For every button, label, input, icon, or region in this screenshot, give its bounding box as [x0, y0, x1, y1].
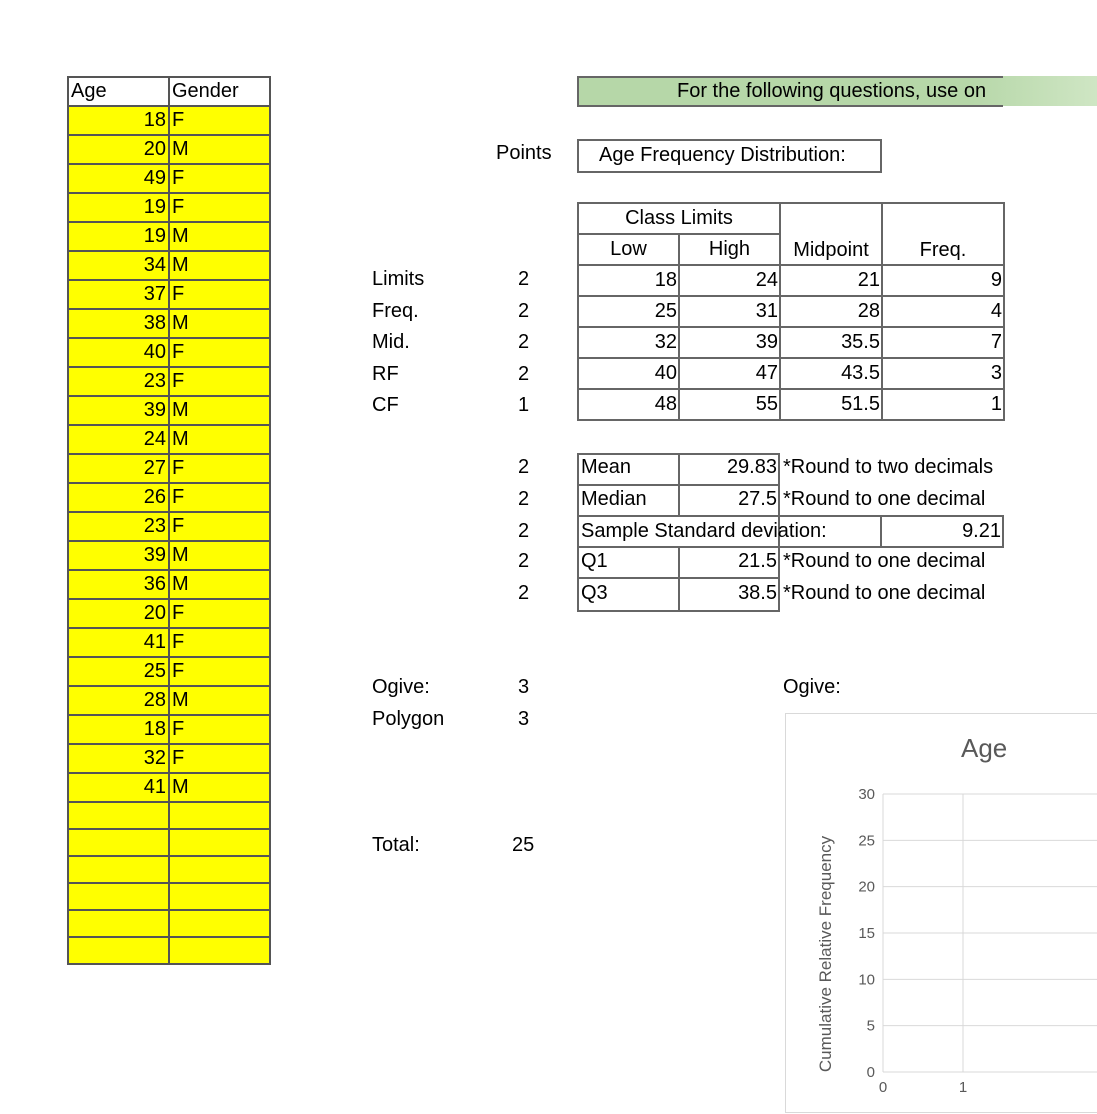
table-row [68, 910, 270, 937]
gender-cell[interactable]: M [169, 425, 270, 454]
q3-note: *Round to one decimal [783, 582, 986, 604]
age-cell[interactable]: 38 [68, 309, 169, 338]
y-tick-label: 15 [858, 925, 875, 942]
rubric-points: 1 [518, 394, 530, 416]
age-header[interactable]: Age [68, 77, 169, 106]
table-row [68, 773, 270, 802]
table-row [68, 715, 270, 744]
freq-cell-high[interactable]: 24 [679, 265, 780, 296]
age-cell[interactable]: 19 [68, 193, 169, 222]
freq-title: Age Frequency Distribution: [599, 144, 846, 166]
midpoint-header[interactable]: Midpoint [780, 203, 882, 265]
freq-title-box[interactable] [577, 139, 882, 173]
banner-text: For the following questions, use on [677, 80, 987, 102]
ogive-rubric-label: Ogive: [372, 676, 430, 698]
q1-note: *Round to one decimal [783, 550, 986, 572]
q3-label[interactable]: Q3 [581, 582, 608, 604]
table-row [68, 541, 270, 570]
freq-cell-high[interactable]: 39 [679, 327, 780, 358]
high-header[interactable]: High [679, 234, 780, 265]
gender-cell[interactable]: F [169, 628, 270, 657]
rubric-label: CF [372, 394, 399, 416]
gender-cell[interactable]: M [169, 570, 270, 599]
gender-cell[interactable]: M [169, 541, 270, 570]
gender-cell[interactable]: F [169, 599, 270, 628]
median-points: 2 [518, 488, 530, 510]
gender-cell[interactable] [169, 883, 270, 910]
table-row [68, 512, 270, 541]
gender-cell[interactable] [169, 829, 270, 856]
q1-points: 2 [518, 550, 530, 572]
y-tick-label: 5 [866, 1017, 875, 1035]
freq-cell-freq[interactable]: 1 [882, 389, 1004, 420]
age-cell[interactable] [68, 802, 169, 829]
mean-points: 2 [518, 456, 530, 478]
freq-cell-low[interactable]: 40 [578, 358, 679, 389]
median-label[interactable]: Median [581, 488, 647, 510]
chart-title: Age [961, 733, 1008, 763]
data-table-header [68, 77, 270, 106]
gender-cell[interactable]: F [169, 657, 270, 686]
freq-row [578, 265, 1004, 296]
rubric-points: 2 [518, 299, 530, 322]
gender-cell[interactable] [169, 856, 270, 883]
gender-cell[interactable]: F [169, 454, 270, 483]
median-note: *Round to one decimal [783, 488, 986, 510]
gender-cell[interactable]: F [169, 164, 270, 193]
table-row [68, 599, 270, 628]
age-cell[interactable]: 32 [68, 744, 169, 773]
sd-points: 2 [518, 520, 530, 542]
table-row [68, 628, 270, 657]
gender-cell[interactable]: M [169, 135, 270, 164]
gender-cell[interactable]: F [169, 106, 270, 135]
freq-cell-high[interactable]: 47 [679, 358, 780, 389]
rubric-label: RF [372, 362, 399, 385]
gender-cell[interactable]: F [169, 367, 270, 396]
median-value[interactable]: 27.5 [738, 488, 777, 510]
table-row [68, 802, 270, 829]
mean-value[interactable]: 29.83 [726, 456, 777, 478]
age-cell[interactable]: 37 [68, 280, 169, 309]
mean-label[interactable]: Mean [581, 456, 632, 478]
gender-cell[interactable]: M [169, 222, 270, 251]
table-row [68, 829, 270, 856]
banner-border [577, 76, 1003, 107]
freq-cell-freq[interactable]: 4 [882, 296, 1004, 327]
rubric-points: 2 [518, 268, 530, 290]
ogive-chart[interactable] [785, 713, 1097, 1113]
age-cell[interactable]: 40 [68, 338, 169, 367]
class-limits-header[interactable]: Class Limits [578, 203, 780, 234]
gender-cell[interactable]: M [169, 773, 270, 802]
table-row [68, 280, 270, 309]
gender-cell[interactable] [169, 937, 270, 964]
q3-value[interactable]: 38.5 [738, 582, 777, 604]
polygon-rubric-points: 3 [518, 708, 530, 730]
sd-label[interactable]: Sample Standard deviation: [581, 520, 827, 542]
age-cell[interactable] [68, 829, 169, 856]
x-tick-label: 1 [958, 1079, 968, 1096]
age-cell[interactable]: 49 [68, 164, 169, 193]
gender-cell[interactable] [169, 802, 270, 829]
age-cell[interactable] [68, 937, 169, 964]
table-row [68, 251, 270, 280]
ogive-rubric-points: 3 [518, 676, 530, 698]
freq-cell-mid[interactable]: 28 [780, 296, 882, 327]
freq-row [578, 389, 1004, 420]
table-row [68, 164, 270, 193]
rubric-points: 2 [518, 331, 530, 353]
age-cell[interactable]: 24 [68, 425, 169, 454]
points-header: Points [496, 142, 552, 164]
age-cell[interactable]: 41 [68, 628, 169, 657]
table-row [68, 425, 270, 454]
age-cell[interactable] [68, 910, 169, 937]
age-cell[interactable]: 20 [68, 599, 169, 628]
q1-label[interactable]: Q1 [581, 550, 608, 572]
y-tick-label: 20 [858, 878, 875, 896]
gender-cell[interactable]: F [169, 715, 270, 744]
ogive-label: Ogive: [783, 676, 841, 698]
age-cell[interactable]: 36 [68, 570, 169, 599]
freq-row [578, 358, 1004, 389]
frequency-table [577, 202, 1005, 421]
table-row [68, 338, 270, 367]
gender-cell[interactable]: F [169, 744, 270, 773]
table-row [68, 135, 270, 164]
gender-cell[interactable]: F [169, 483, 270, 512]
table-row [68, 570, 270, 599]
y-tick-label: 30 [858, 786, 875, 803]
freq-cell-low[interactable]: 32 [578, 327, 679, 358]
age-cell[interactable]: 28 [68, 686, 169, 715]
age-cell[interactable]: 25 [68, 657, 169, 686]
table-row [68, 856, 270, 883]
table-row [68, 193, 270, 222]
mean-note: *Round to two decimals [783, 456, 994, 478]
chart-grid [858, 786, 1097, 1096]
sd-value[interactable]: 9.21 [962, 520, 1001, 542]
y-tick-label: 0 [866, 1064, 875, 1081]
freq-cell-mid[interactable]: 35.5 [780, 327, 882, 358]
total-value: 25 [512, 834, 535, 856]
gender-cell[interactable] [169, 910, 270, 937]
x-tick-label: 0 [878, 1079, 888, 1096]
table-row [68, 309, 270, 338]
age-cell[interactable]: 18 [68, 106, 169, 135]
age-cell[interactable]: 20 [68, 135, 169, 164]
table-row [68, 222, 270, 251]
freq-cell-high[interactable]: 55 [679, 389, 780, 420]
table-row [68, 454, 270, 483]
rubric-points: 2 [518, 362, 530, 385]
age-cell[interactable]: 34 [68, 251, 169, 280]
table-row [68, 483, 270, 512]
freq-cell-freq[interactable]: 3 [882, 358, 1004, 389]
age-cell[interactable] [68, 856, 169, 883]
gender-cell[interactable]: M [169, 686, 270, 715]
freq-cell-mid[interactable]: 51.5 [780, 389, 882, 420]
age-cell[interactable]: 26 [68, 483, 169, 512]
freq-row [578, 296, 1004, 327]
freq-cell-low[interactable]: 48 [578, 389, 679, 420]
age-gender-table [67, 76, 271, 965]
gender-header[interactable]: Gender [169, 77, 270, 106]
total-label: Total: [372, 834, 420, 856]
freq-cell-low[interactable]: 18 [578, 265, 679, 296]
freq-cell-mid[interactable]: 21 [780, 265, 882, 296]
age-cell[interactable]: 18 [68, 715, 169, 744]
age-cell[interactable]: 27 [68, 454, 169, 483]
q1-value[interactable]: 21.5 [738, 550, 777, 572]
freq-row [578, 327, 1004, 358]
table-row [68, 396, 270, 425]
freq-header[interactable]: Freq. [882, 203, 1004, 265]
age-cell[interactable]: 41 [68, 773, 169, 802]
y-tick-label: 10 [858, 971, 875, 989]
chart-y-axis-label: Cumulative Relative Frequency [816, 835, 835, 1073]
table-row [68, 937, 270, 964]
chart-svg [786, 714, 1097, 1114]
gender-cell[interactable]: M [169, 396, 270, 425]
age-cell[interactable]: 23 [68, 367, 169, 396]
rubric-label: Mid. [372, 331, 410, 353]
low-header[interactable]: Low [578, 234, 679, 265]
age-cell[interactable]: 39 [68, 396, 169, 425]
polygon-rubric-label: Polygon [372, 708, 445, 730]
table-row [68, 367, 270, 396]
table-row [68, 657, 270, 686]
gender-cell[interactable]: F [169, 280, 270, 309]
gender-cell[interactable]: M [169, 251, 270, 280]
gender-cell[interactable]: M [169, 309, 270, 338]
rubric-label: Freq. [372, 299, 419, 322]
freq-cell-mid[interactable]: 43.5 [780, 358, 882, 389]
gender-cell[interactable]: F [169, 512, 270, 541]
age-cell[interactable]: 23 [68, 512, 169, 541]
table-row [68, 744, 270, 773]
y-tick-label: 25 [858, 832, 875, 850]
freq-cell-freq[interactable]: 9 [882, 265, 1004, 296]
age-cell[interactable] [68, 883, 169, 910]
rubric-label: Limits [372, 268, 425, 290]
gender-cell[interactable]: F [169, 338, 270, 367]
age-cell[interactable]: 39 [68, 541, 169, 570]
table-row [68, 106, 270, 135]
freq-cell-high[interactable]: 31 [679, 296, 780, 327]
table-row [68, 686, 270, 715]
freq-cell-freq[interactable]: 7 [882, 327, 1004, 358]
gender-cell[interactable]: F [169, 193, 270, 222]
freq-cell-low[interactable]: 25 [578, 296, 679, 327]
table-row [68, 883, 270, 910]
q3-points: 2 [518, 582, 530, 604]
age-cell[interactable]: 19 [68, 222, 169, 251]
